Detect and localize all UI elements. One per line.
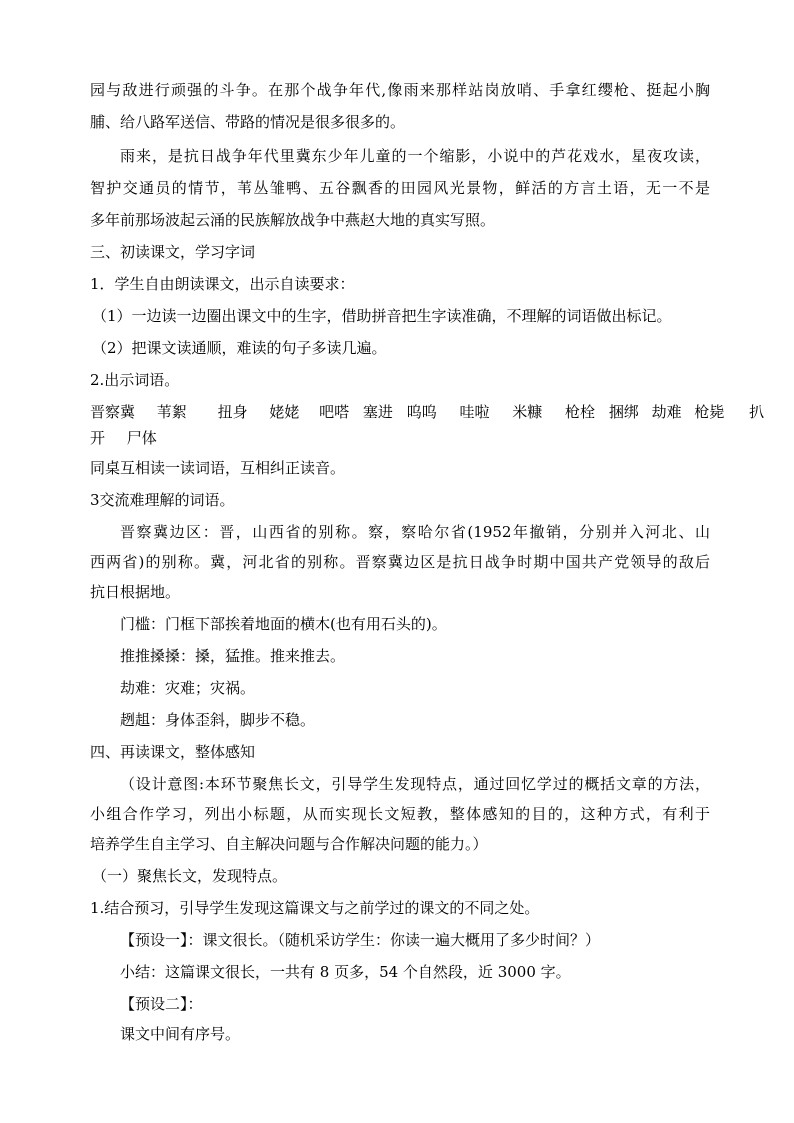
vocab-row bbox=[90, 402, 765, 422]
vocab-word: 尸体 bbox=[126, 429, 157, 447]
vocab-word: 姥姥 bbox=[269, 403, 300, 421]
section-heading: 三、初读课文，学习字词 bbox=[90, 243, 256, 261]
vocab-word: 扭身 bbox=[217, 403, 248, 421]
paragraph-line: 1.结合预习，引导学生发现这篇课文与之前学过的课文的不同之处。 bbox=[90, 899, 540, 917]
vocab-word: 塞进 bbox=[362, 403, 393, 421]
paragraph-line: （2）把课文读通顺，难读的句子多读几遍。 bbox=[92, 339, 387, 357]
paragraph-line: 多年前那场波起云涌的民族解放战争中燕赵大地的真实写照。 bbox=[90, 211, 496, 229]
paragraph-line: 2.出示词语。 bbox=[90, 371, 180, 389]
vocab-word: 吧嗒 bbox=[319, 403, 350, 421]
paragraph-line: 智护交通员的情节，苇丛雏鸭、五谷飘香的田园风光景物，鲜活的方言土语，无一不是 bbox=[90, 179, 710, 197]
paragraph-line: 脯、给八路军送信、带路的情况是很多很多的。 bbox=[90, 113, 406, 131]
paragraph-line: 推推搡搡：搡，猛推。推来推去。 bbox=[120, 647, 346, 665]
paragraph-line: 同桌互相读一读词语，互相纠正读音。 bbox=[90, 459, 346, 477]
vocab-word: 捆绑 bbox=[608, 403, 639, 421]
paragraph-line: （一）聚焦长文，发现特点。 bbox=[92, 867, 288, 885]
paragraph-line: 劫难：灾难；灾祸。 bbox=[120, 679, 256, 697]
vocab-word: 晋察冀 bbox=[90, 403, 136, 421]
paragraph-line: 门槛：门框下部挨着地面的横木(也有用石头的)。 bbox=[120, 615, 447, 633]
paragraph-line: 小组合作学习，列出小标题，从而实现长文短教，整体感知的目的，这种方式，有利于 bbox=[90, 805, 710, 823]
paragraph-line: 【预设一】：课文很长。（随机采访学生：你读一遍大概用了多少时间？） bbox=[120, 931, 601, 949]
paragraph-line: 园与敌进行顽强的斗争。在那个战争年代,像雨来那样站岗放哨、手拿红缨枪、挺起小胸 bbox=[90, 81, 710, 99]
vocab-word: 哇啦 bbox=[459, 403, 490, 421]
vocab-row bbox=[90, 428, 710, 448]
paragraph-line: 西两省)的别称。冀，河北省的别称。晋察冀边区是抗日战争时期中国共产党领导的敌后 bbox=[90, 553, 710, 571]
paragraph-line: 培养学生自主学习、自主解决问题与合作解决问题的能力。） bbox=[90, 835, 488, 853]
vocab-word: 苇絮 bbox=[156, 403, 187, 421]
paragraph-line: 晋察冀边区：晋，山西省的别称。察，察哈尔省(1952年撤销，分别并入河北、山 bbox=[120, 523, 710, 541]
paragraph-line: 课文中间有序号。 bbox=[120, 1025, 241, 1043]
paragraph-line: 3交流难理解的词语。 bbox=[90, 491, 235, 509]
paragraph-line: 抗日根据地。 bbox=[90, 583, 181, 601]
vocab-word: 米糠 bbox=[512, 403, 543, 421]
paragraph-line: （设计意图:本环节聚焦长文，引导学生发现特点，通过回忆学过的概括文章的方法， bbox=[120, 775, 710, 793]
paragraph-line: （1）一边读一边圈出课文中的生字，借助拼音把生字读准确，不理解的词语做出标记。 bbox=[92, 307, 672, 325]
section-heading: 四、再读课文，整体感知 bbox=[90, 743, 256, 761]
vocab-word: 枪毙 bbox=[694, 403, 725, 421]
paragraph-line: 小结：这篇课文很长，一共有 8 页多，54 个自然段，近 3000 字。 bbox=[120, 963, 571, 981]
vocab-word: 劫难 bbox=[651, 403, 682, 421]
vocab-word: 扒 bbox=[749, 403, 765, 421]
paragraph-line: 趔趄：身体歪斜，脚步不稳。 bbox=[120, 711, 316, 729]
vocab-word: 枪栓 bbox=[565, 403, 596, 421]
paragraph-line: 1．学生自由朗读课文，出示自读要求： bbox=[90, 275, 355, 293]
paragraph-line: 雨来，是抗日战争年代里冀东少年儿童的一个缩影，小说中的芦花戏水，星夜攻读， bbox=[120, 147, 710, 165]
vocab-word: 呜呜 bbox=[406, 403, 437, 421]
paragraph-line: 【预设二】： bbox=[120, 995, 203, 1013]
vocab-word: 开 bbox=[90, 429, 106, 447]
